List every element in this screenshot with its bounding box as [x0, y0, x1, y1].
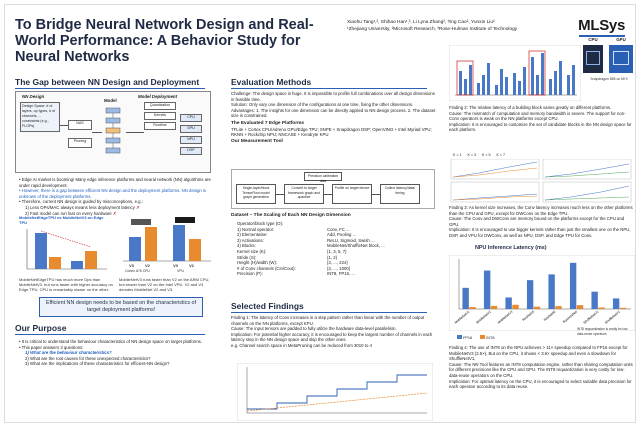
- npu-chart-title: NPU Inference Latency (ms): [475, 245, 547, 251]
- gpu-chip-label: GPU: [616, 37, 626, 42]
- finding-4-block: [449, 345, 633, 390]
- key-callout: Efficient NN design needs to be based on the characteristics of target deployment platforms!: [39, 297, 203, 317]
- bar-cpu-v2: [145, 227, 157, 261]
- finding-1-example: e.g. Channel search space in MetaPruning can be reduced from 3010 to 4: [231, 342, 372, 348]
- nn-design-label: NN Design: [22, 94, 45, 99]
- k-legend-7: K = 7: [496, 153, 505, 157]
- deploy-quantization: Quantization: [144, 102, 176, 110]
- model-deployment-label: Model Deployment: [138, 94, 178, 99]
- deploy-dsp: DSP: [180, 147, 202, 155]
- flow-node-graph-gen: Single-layer/block TensorFlow model graph generation: [236, 184, 276, 204]
- deploy-npu: NPU: [180, 136, 202, 144]
- finding-2-text: Finding 2: The relative latency of a building block varies greatly on different platforms.: [449, 105, 612, 110]
- chart2-hw-vpu: VPU: [177, 269, 184, 273]
- dataset-key: Height (H)/width (W):: [237, 260, 278, 266]
- k-legend-3: K = 3: [467, 153, 476, 157]
- gap-bullet-2: • However, there is a gap between efficient NN design and the deployment platforms. NN design is unknown of the deployment platforms.: [19, 188, 207, 199]
- bar-vpu-v2: [189, 239, 201, 261]
- npu-bar-fp16: [462, 288, 468, 309]
- dataset-key: Kernel size (K):: [237, 248, 267, 254]
- cross-icon: ✗: [136, 204, 140, 210]
- finding-3-block: [449, 205, 633, 239]
- npu-bar-fp16: [591, 292, 597, 309]
- edgetpu-chart: [19, 227, 111, 273]
- chart2-label-v2b: V2: [189, 263, 194, 268]
- chart2-label-v3a: V3: [129, 263, 134, 268]
- npu-x-tick-label: ShuffleNetV2: [603, 309, 621, 325]
- gap-diagram: [15, 91, 211, 173]
- purpose-line-1-text: It is critical to understand the behaviour characteristics of NN design space on target platforms.: [21, 339, 203, 344]
- pruning-node: Pruning: [68, 138, 92, 148]
- deploy-gpu: GPU: [180, 125, 202, 133]
- dataset-value: {3, ..., 1000}: [327, 265, 351, 271]
- misconception-2-text: 2) Fast model can run fast on every hardware: [25, 210, 112, 216]
- arrow-nas-to-model: [92, 132, 102, 133]
- dataset-table: [237, 221, 437, 277]
- eval-advantages: Advantages: 1. The insights for one dimension can be directly applied to NN design process. 2. The dataset size is constrained.: [231, 107, 436, 119]
- dataset-key: # of Conv channels (Cin/Cout):: [237, 265, 296, 271]
- k-legend-5: K = 5: [482, 153, 491, 157]
- npu-bar-fp16: [527, 280, 533, 309]
- chart2-caption: MobileNetV3 runs faster than V2 on the ARM CPU, but slower than V2 on the Intel VPU. V2 and V3 denotes MobileNet V2 and V3.: [119, 277, 210, 292]
- finding-3-implication: Implication: It is encouraged to use bigger kernels rather than just the smallest one on the NPU, DSP, and VPU for DWConv, as well as NPU, DSP, and Edge TPU for Conv.: [449, 227, 631, 238]
- flow-node-collect: Collect latency/data/ timing: [380, 184, 420, 204]
- npu-legend-fp16: [457, 335, 472, 340]
- dataset-key: Operator/block type (O):: [237, 221, 284, 226]
- gap-bullet-3-text: Therefore, current NN design is guided by misconceptions, e.g.:: [21, 199, 143, 205]
- bar-v3-ops: [71, 261, 83, 269]
- heat-caption: Snapdragon 855 on Mi 9: [590, 77, 628, 81]
- flow-arrow-2: [324, 194, 332, 195]
- purpose-q1: 1) What are the behaviour characteristics?: [25, 350, 112, 356]
- eval-body: [231, 91, 437, 144]
- model-label: Model: [104, 98, 117, 103]
- npu-x-tick-label: MobileNetV1: [453, 309, 471, 325]
- vpu-chip-icon: [175, 217, 195, 223]
- poster-title: To Bridge Neural Network Design and Real-World Performance: A Behavior Study for Neural Networks: [15, 17, 314, 65]
- eval-solution: Solution: Only vary one dimension of the configurations at one time, fixing the other dimensions.: [231, 102, 414, 108]
- npu-bar-int8: [598, 307, 604, 309]
- eval-challenge: Challenge: The design space is huge. It is impossible to profile full combinations over all design dimensions in feasible time.: [231, 91, 435, 102]
- arrow-model-to-deploy: [126, 132, 144, 133]
- npu-x-tick-label: ResNet18: [521, 309, 535, 322]
- npu-legend-int8-label: INT8: [486, 336, 495, 340]
- finding-1-cause: Cause: The input tensors are padded to fully utilize the hardware data-level parallelism.: [231, 326, 397, 332]
- gap-bullet-1-text: Edge AI market is booming! Many edge inference platforms and neural network (NN) algorithms are under rapid development.: [19, 177, 211, 188]
- dataset-value: ReLU, Sigmoid, Swish ...: [327, 237, 375, 243]
- purpose-line-2: • This paper answers 3 questions:: [19, 344, 84, 350]
- model-graph-icon: [102, 106, 126, 160]
- npu-x-tick-label: MobileNetV3: [496, 309, 514, 325]
- npu-x-tick-label: ResNet50: [542, 309, 557, 322]
- finding-3-text: Finding 3: As kernel size increases, the Conv latency increases much less on the other platforms than the CPU and GPU, except for DWConv on the Edge TPU.: [449, 205, 633, 216]
- finding-2-implication: Implication: It is encouraged to customize the set of candidate blocks in the NN design space for each platform.: [449, 121, 632, 133]
- gap-bullet-1: • Edge AI market is booming! Many edge inference platforms and neural network (NN) algorithms are under rapid development.: [19, 177, 211, 188]
- finding-4-cause: Cause: The NN Tool features an INT8 computation engine, rather than sharing computation units for different precisions like the CPU and GPU. The INT8 requantization is very costly for low-data-reuse operators on the CPU.: [449, 361, 633, 378]
- npu-latency-chart: [449, 255, 635, 331]
- flow-node-convert: Convert to target framework graph and quantize: [284, 184, 324, 204]
- conference-logo: MLSys: [578, 17, 625, 34]
- npu-bar-int8: [555, 306, 561, 309]
- platforms-list: TFLite + Cortex CPU/Adreno GPU/Edge TPU; SNPE + Snapdragon DSP; OpenVINO + Intel Myriad VPU; RKNN + Rockchip NPU; NNCASE + Kendryte KPU: [231, 126, 432, 138]
- cpu-chip-label: CPU: [588, 37, 598, 42]
- dataset-value: {1, 3, 5, 7}: [327, 248, 347, 254]
- chart2-label-v2a: V2: [145, 263, 150, 268]
- section-heading-gap: The Gap between NN Design and Deployment: [15, 77, 205, 89]
- block-latency-chart: [449, 45, 581, 101]
- bar-cpu-v3: [129, 237, 141, 261]
- design-space-node: Design Space: # of layers, op types, # of channels, ... constraints (e.g., FLOPs): [20, 102, 60, 132]
- cpu-chip-core: [586, 51, 600, 65]
- gap-bullet-3: • Therefore, current NN design is guided by misconceptions, e.g.:: [19, 199, 143, 205]
- finding-2-block: [449, 105, 633, 133]
- npu-legend: [457, 335, 494, 340]
- k-legend-1: K = 1: [453, 153, 462, 157]
- npu-legend-swatch-fp16: [457, 335, 462, 339]
- dataset-key: 3) Activations:: [237, 237, 264, 243]
- chart2-hw-cpu: Cortex A76 CPU: [125, 269, 150, 273]
- step-latency-chart: [237, 363, 433, 421]
- kernel-size-charts: [449, 153, 633, 203]
- affiliation-list: ¹Zhejiang University, ²Microsoft Research, ³Rose-Hulman Institute of Technology: [347, 27, 518, 32]
- cpu-chip-graphic: [583, 37, 603, 73]
- measurement-tool-diagram: [231, 169, 435, 209]
- purpose-line-1: • It is critical to understand the behaviour characteristics of NN design space on target platforms.: [19, 339, 203, 344]
- dataset-value: {3, ..., 224}: [327, 260, 348, 266]
- cross-icon: ✗: [112, 210, 117, 216]
- chart1-title: MobileNetEdgeTPU vs MobileNetV3 on Edge TPU: [19, 215, 104, 225]
- npu-bar-int8: [469, 307, 475, 309]
- nas-node: NAS: [68, 120, 92, 130]
- purpose-line-2-text: This paper answers 3 questions:: [21, 344, 84, 350]
- gap-bullet-2-text: However, there is a gap between efficient NN design and the deployment platforms. NN design is unknown of the deployment platforms.: [19, 188, 207, 199]
- author-list: Xiaohu Tang¹,², Shihao Han¹,³, Li Lyna Zhang², Ting Cao², Yunxin Liu²: [347, 20, 495, 25]
- bar-v3-latency: [85, 251, 97, 269]
- chart2-label-v3b: V3: [173, 263, 178, 268]
- dataset-row: [237, 271, 437, 277]
- flow-node-profile: Profile on target device: [332, 184, 372, 204]
- deploy-runtime: Runtime: [144, 122, 176, 130]
- author-block: [347, 19, 557, 33]
- npu-legend-int8: [480, 335, 494, 340]
- platforms-title: The Evaluated 7 Edge Platforms: [231, 120, 305, 126]
- dataset-value: INT8, FP16, ...: [327, 271, 355, 277]
- purpose-q3: 3) What are the implications of these characteristics for efficient-NN design?: [25, 361, 170, 367]
- dataset-value: MobileNet/ShuffleNet block, ...: [327, 243, 385, 249]
- npu-bar-int8: [534, 307, 540, 309]
- finding-4-text: Finding 4: The use of INT8 on the NPU achieves > 11× speedup compared to FP16 except for MobileNetV3 (2.5×). But on the CPU, it shows < 3.6× speedup and even a slowdown for ShuffleNetV1.: [449, 345, 628, 362]
- npu-bar-fp16: [548, 274, 554, 309]
- finding-1-implication: Implication: For potential higher accuracy, it is encouraged to keep the largest number of channels in each latency step in the NN design space and skip the other ones.: [231, 331, 433, 343]
- npu-bar-int8: [512, 305, 518, 309]
- npu-bar-fp16: [613, 298, 619, 309]
- section-heading-purpose: Our Purpose: [15, 323, 205, 335]
- purpose-body: [19, 339, 213, 367]
- dataset-title: Dataset – The Scaling of Each NN Design Dimension: [231, 213, 351, 218]
- cpu-chip-icon: [131, 219, 151, 225]
- deploy-kernels: Kernels: [144, 112, 176, 120]
- finding-1-text: Finding 1: The latency of Conv increases in a step pattern rather than linear with the number of output channels on the NN platforms, except KPU.: [231, 315, 425, 326]
- finding-2-cause: Cause: The mismatch of computation and memory bandwidth is severe. The support for non-Conv operators is weak on the NN platforms except CPU.: [449, 110, 626, 122]
- finding-4-implication: Implication: For optimal latency on the CPU, it is encouraged to select suitable data precision for each operator according to its data reuse.: [449, 378, 632, 390]
- flow-arrow-3: [372, 194, 380, 195]
- npu-bar-fp16: [484, 271, 490, 309]
- tool-title: Our Measurement Tool: [231, 138, 283, 144]
- gpu-chip-graphic: [609, 37, 633, 73]
- bar-vpu-v3: [173, 225, 185, 261]
- npu-bar-int8: [491, 306, 497, 309]
- flow-arrow-1: [276, 194, 284, 195]
- npu-bar-fp16: [505, 297, 511, 309]
- bar-edgetpu-ops: [35, 233, 47, 269]
- npu-x-tick-label: SqueezeNet: [561, 309, 578, 325]
- npu-x-tick-label: ShuffleNetV1: [582, 309, 600, 325]
- flow-node-calibration: Precision calibration data: [304, 172, 342, 181]
- misconception-1-text: 1) Less OPs/MAC always means less deployment latency: [25, 204, 135, 210]
- gap-bullets: [19, 177, 213, 216]
- dataset-key: Stride (S):: [237, 254, 257, 260]
- gpu-chip-core: [613, 51, 629, 65]
- npu-legend-swatch-int8: [480, 335, 485, 339]
- npu-x-tick-label: MobileNetV2: [475, 309, 492, 325]
- chart1-caption: MobileNetEdgeTPU has much more Ops than MobileNetV3, but runs faster with higher accuracy on Edge TPU. CPU is remarkably slower on the other.: [19, 277, 113, 292]
- poster: [4, 4, 636, 423]
- npu-legend-fp16-label: FP16: [463, 336, 473, 340]
- npu-note: INT8 requantization is costly for low-data-reuse operators: [577, 327, 629, 336]
- kernel-size-plots: [449, 159, 633, 203]
- bar-edgetpu-latency: [49, 257, 61, 269]
- dataset-key: 1) Normal operator:: [237, 226, 275, 232]
- purpose-q2: 2) What are the root causes for these unexpected characteristics?: [25, 355, 151, 361]
- npu-bar-fp16: [570, 263, 576, 309]
- k-legend-top: [453, 153, 505, 157]
- arrow-design-to-nas: [60, 125, 68, 126]
- dataset-key: 2) Elementwise:: [237, 232, 268, 238]
- npu-bar-int8: [577, 305, 583, 309]
- section-heading-eval: Evaluation Methods: [231, 77, 427, 89]
- dataset-value: Conv, FC ...: [327, 226, 350, 232]
- finding-1-block: [231, 315, 437, 349]
- dataset-key: 4) Blocks:: [237, 243, 256, 249]
- dataset-value: Add, Pooling ...: [327, 232, 357, 238]
- section-heading-findings: Selected Findings: [231, 301, 427, 313]
- deploy-cpu: CPU: [180, 114, 202, 122]
- dataset-key: Precision (P):: [237, 271, 263, 277]
- dataset-value: {1, 2}: [327, 254, 338, 260]
- finding-3-cause: Cause: The Conv and DWConv are memory bound on the platforms except for the CPU and GPU.: [449, 216, 625, 227]
- npu-bar-int8: [620, 308, 626, 309]
